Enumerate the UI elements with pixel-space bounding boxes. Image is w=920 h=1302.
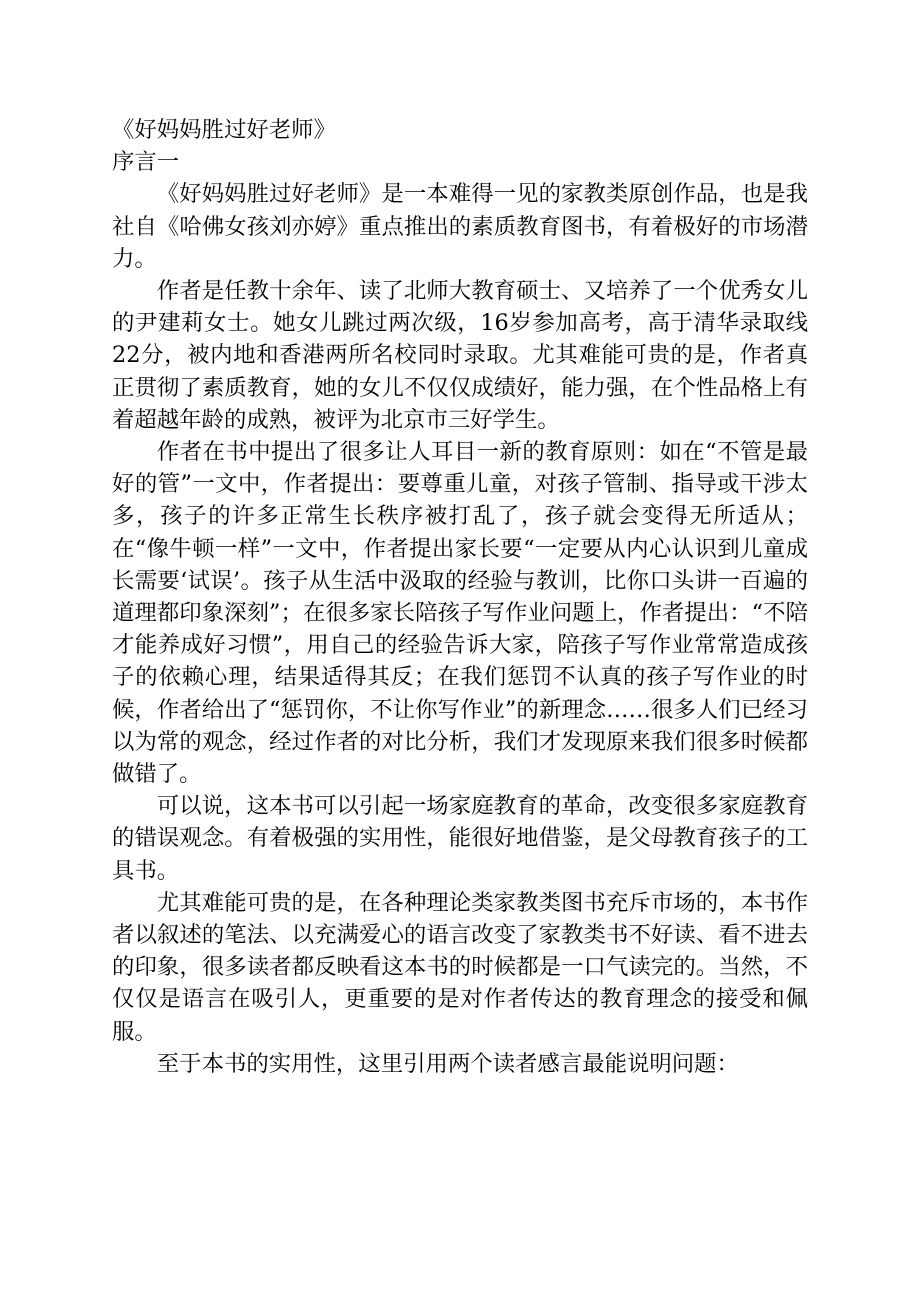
document-title: 《好妈妈胜过好老师》 [112,117,336,143]
paragraph-6: 至于本书的实用性，这里引用两个读者感言最能说明问题： [156,1050,739,1077]
paragraph-4: 可以说，这本书可以引起一场家庭教育的革命，改变很多家庭教育的错误观念。有着极强的实用性，能很好地借鉴，是父母教育孩子的工具书。 [112,793,808,884]
paragraph-5: 尤其难能可贵的是，在各种理论类家教类图书充斥市场的，本书作者以叙述的笔法、以充满爱心的语言改变了家教类书不好读、看不进去的印象，很多读者都反映看这本书的时候都是一口气读完的。当然，不仅仅是语言在吸引人，更重要的是对作者传达的教育理念的接受和佩服。 [112,889,808,1045]
paragraph-3: 作者在书中提出了很多让人耳目一新的教育原则：如在“不管是最好的管”一文中，作者提出：要尊重儿童，对孩子管制、指导或干涉太多，孩子的许多正常生长秩序被打乱了，孩子就会变得无所适从；在“像牛顿一样”一文中，作者提出家长要“一定要从内心认识到儿童成长需要‘试误’。孩子从生活中汲取的经验与教训，比你口头讲一百遍的道理都印象深刻”；在很多家长陪孩子写作业问题上，作者提出：“不陪才能养成好习惯”，用自己的经验告诉大家，陪孩子写作业常常造成孩子的依赖心理，结果适得其反；在我们惩罚不认真的孩子写作业的时候，作者给出了“惩罚你，不让你写作业”的新理念……很多人们已经习以为常的观念，经过作者的对比分析，我们才发现原来我们很多时候都做错了。 [112,439,808,788]
paragraph-1: 《好妈妈胜过好老师》是一本难得一见的家教类原创作品，也是我社自《哈佛女孩刘亦婷》重点推出的素质教育图书，有着极好的市场潜力。 [112,181,808,272]
section-heading: 序言一 [112,149,180,176]
document-page [112,114,808,1080]
paragraph-2: 作者是任教十余年、读了北师大教育硕士、又培养了一个优秀女儿的尹建莉女士。她女儿跳过两次级，16岁参加高考，高于清华录取线22分，被内地和香港两所名校同时录取。尤其难能可贵的是，作者真正贯彻了素质教育，她的女儿不仅仅成绩好，能力强，在个性品格上有着超越年龄的成熟，被评为北京市三好学生。 [112,278,808,433]
